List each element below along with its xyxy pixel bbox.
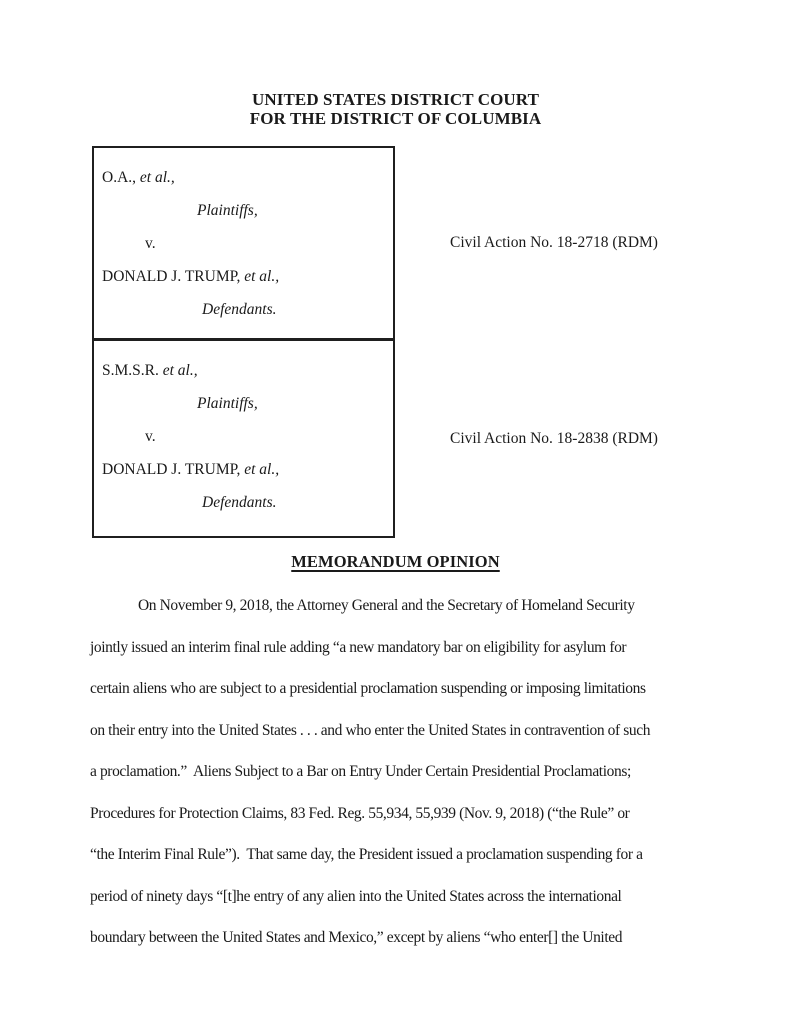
- body-line-3: certain aliens who are subject to a presidential proclamation suspending or imposing limitations: [90, 680, 646, 697]
- defendant-etal: et al.,: [244, 268, 280, 285]
- case-caption-box: [92, 146, 395, 538]
- body-line-9: boundary between the United States and Mexico,” except by aliens “who enter[] the United: [90, 929, 623, 946]
- body-line-5: a proclamation.” Aliens Subject to a Bar on Entry Under Certain Presidential Proclamations;: [90, 763, 631, 780]
- court-district-line: FOR THE DISTRICT OF COLUMBIA: [249, 109, 542, 128]
- civil-action-number-2: Civil Action No. 18-2838 (RDM): [450, 430, 658, 447]
- defendant-name-line: [102, 453, 389, 486]
- versus-label: v.: [145, 428, 156, 445]
- plaintiffs-label: Plaintiffs,: [197, 395, 258, 412]
- plaintiff-name-line: [102, 161, 389, 194]
- plaintiffs-label: Plaintiffs,: [197, 202, 258, 219]
- plaintiff-name-line: [102, 354, 389, 387]
- body-line-8: period of ninety days “[t]he entry of any alien into the United States across the international: [90, 887, 622, 905]
- body-line-1: On November 9, 2018, the Attorney General and the Secretary of Homeland Security: [138, 597, 635, 614]
- opinion-body: [90, 585, 750, 959]
- body-line-4: on their entry into the United States . . . and who enter the United States in contravention of such: [90, 721, 651, 739]
- court-name-line: UNITED STATES DISTRICT COURT: [251, 90, 540, 109]
- plaintiff-name: O.A.,: [102, 169, 137, 186]
- case-caption-1: [94, 148, 393, 341]
- body-line-2: jointly issued an interim final rule adding “a new mandatory bar on eligibility for asylum for: [90, 638, 627, 656]
- defendants-label: Defendants.: [202, 301, 277, 318]
- body-line-7: “the Interim Final Rule”). That same day, the President issued a proclamation suspending for a: [90, 846, 643, 863]
- plaintiff-name: S.M.S.R.: [102, 362, 159, 379]
- defendant-name: DONALD J. TRUMP,: [102, 268, 241, 285]
- body-line-6: Procedures for Protection Claims, 83 Fed. Reg. 55,934, 55,939 (Nov. 9, 2018) (“the Rule” or: [90, 804, 630, 822]
- case-caption-2: [94, 341, 393, 534]
- defendant-name-line: [102, 260, 389, 293]
- court-header: [0, 90, 791, 128]
- plaintiff-etal: et al.,: [162, 362, 198, 379]
- defendant-name: DONALD J. TRUMP,: [102, 461, 241, 478]
- versus-label: v.: [145, 235, 156, 252]
- plaintiff-etal: et al.,: [139, 169, 175, 186]
- defendants-label: Defendants.: [202, 494, 277, 511]
- memorandum-opinion-heading: MEMORANDUM OPINION: [291, 552, 500, 571]
- civil-action-number-1: Civil Action No. 18-2718 (RDM): [450, 234, 658, 251]
- defendant-etal: et al.,: [244, 461, 280, 478]
